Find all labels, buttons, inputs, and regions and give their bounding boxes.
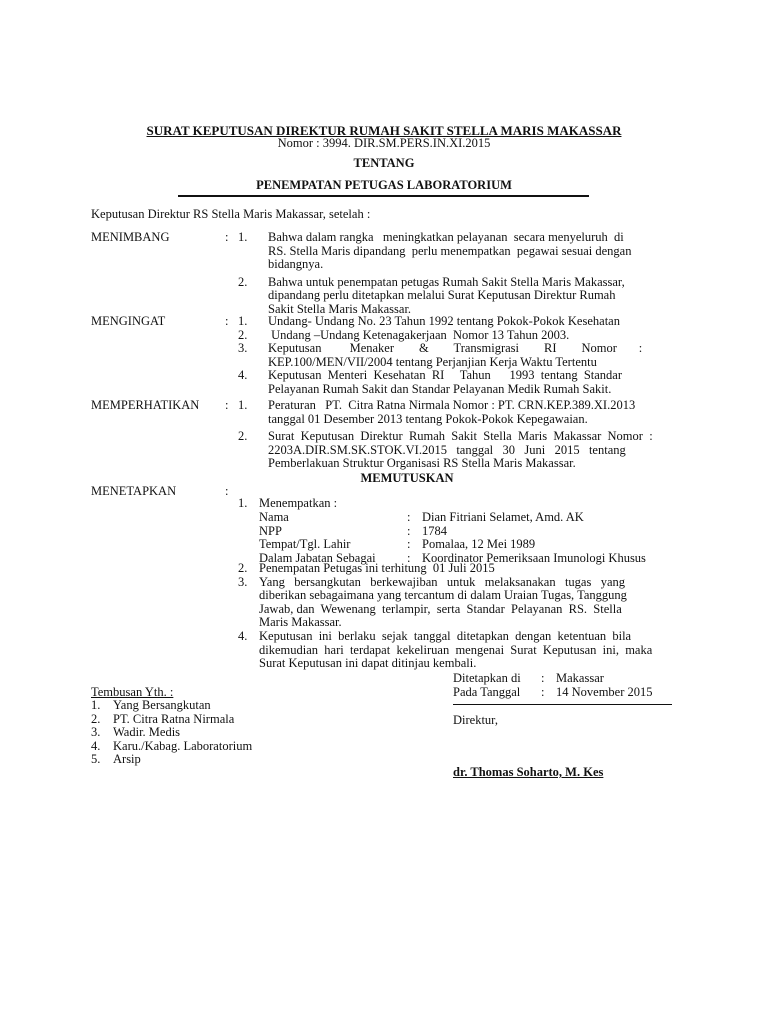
memperhatikan-list-number: 1. bbox=[238, 398, 248, 412]
place-separator: : bbox=[541, 671, 545, 685]
field-label: Tempat/Tgl. Lahir bbox=[259, 537, 351, 552]
menimbang-list-line: dipandang perlu ditetapkan melalui Surat Keputusan Direktur Rumah bbox=[268, 288, 616, 303]
memperhatikan-list-line: 2203A.DIR.SM.SK.STOK.VI.2015 tanggal 30 Juni 2015 tentang bbox=[268, 442, 626, 457]
menetapkan-list-line: Penempatan Petugas ini terhitung 01 Juli 2015 bbox=[259, 561, 495, 575]
document-subject: PENEMPATAN PETUGAS LABORATORIUM bbox=[256, 178, 512, 192]
menetapkan-item1-label: Menempatkan : bbox=[259, 496, 338, 510]
mengingat-list-line: Undang –Undang Ketenagakerjaan Nomor 13 Tahun 2003. bbox=[268, 327, 570, 342]
tembusan-number: 1. bbox=[91, 698, 101, 712]
menetapkan-list-number: 4. bbox=[238, 629, 248, 643]
field-separator: : bbox=[407, 550, 411, 565]
title-divider bbox=[178, 195, 589, 197]
menetapkan-list-line: diberikan sebagaimana yang tercantum di dalam Uraian Tugas, Tanggung bbox=[259, 588, 627, 603]
signer-name: dr. Thomas Soharto, M. Kes bbox=[453, 765, 604, 779]
mengingat-colon: : bbox=[225, 314, 229, 328]
date-label: Pada Tanggal bbox=[453, 685, 521, 699]
mengingat-list-line: KEP.100/MEN/VII/2004 tentang Perjanjian Kerja Waktu Tertentu bbox=[268, 354, 597, 369]
menetapkan-item1-number: 1. bbox=[238, 496, 248, 510]
memperhatikan-list-line: Surat Keputusan Direktur Rumah Sakit Stella Maris Makassar Nomor : bbox=[268, 429, 653, 444]
field-value: Pomalaa, 12 Mei 1989 bbox=[422, 537, 536, 552]
tembusan-item: Yang Bersangkutan bbox=[113, 698, 211, 712]
memperhatikan-colon: : bbox=[225, 398, 229, 412]
mengingat-list-number: 3. bbox=[238, 341, 248, 356]
menetapkan-list-number: 3. bbox=[238, 574, 248, 589]
tembusan-item: Arsip bbox=[113, 752, 141, 767]
mengingat-list-line: Pelayanan Rumah Sakit dan Standar Pelayanan Medik Rumah Sakit. bbox=[268, 382, 612, 396]
tembusan-number: 3. bbox=[91, 725, 101, 740]
signer-role: Direktur, bbox=[453, 713, 498, 727]
memperhatikan-list-line: Pemberlakuan Struktur Organisasi RS Stella Maris Makassar. bbox=[268, 456, 576, 471]
field-label: NPP bbox=[259, 523, 282, 538]
menetapkan-list-line: Maris Makassar. bbox=[259, 615, 342, 630]
menimbang-list-line: Bahwa untuk penempatan petugas Rumah Sakit Stella Maris Makassar, bbox=[268, 274, 625, 289]
field-label: Dalam Jabatan Sebagai bbox=[259, 550, 376, 565]
menimbang-colon: : bbox=[225, 230, 229, 244]
tentang-heading: TENTANG bbox=[353, 156, 415, 170]
memperhatikan-list-line: tanggal 01 Desember 2013 tentang Pokok-Pokok Kepegawaian. bbox=[268, 411, 588, 426]
menimbang-label: MENIMBANG bbox=[91, 230, 170, 244]
mengingat-list-line: Undang- Undang No. 23 Tahun 1992 tentang Pokok-Pokok Kesehatan bbox=[268, 314, 620, 328]
mengingat-list-number: 2. bbox=[238, 327, 248, 342]
menetapkan-list-line: Jawab, dan Wewenang terlampir, serta Standar Pelayanan RS. Stella bbox=[259, 601, 622, 616]
tembusan-number: 4. bbox=[91, 738, 101, 753]
field-separator: : bbox=[407, 537, 411, 552]
menetapkan-list-line: dikemudian hari terdapat kekeliruan mengenai Surat Keputusan ini, maka bbox=[259, 642, 653, 657]
menetapkan-list-number: 2. bbox=[238, 561, 248, 575]
tembusan-item: Wadir. Medis bbox=[113, 725, 181, 740]
field-value: Koordinator Pemeriksaan Imunologi Khusus bbox=[422, 550, 646, 565]
place-label: Ditetapkan di bbox=[453, 671, 521, 685]
date-value: 14 November 2015 bbox=[556, 685, 653, 699]
mengingat-list-number: 1. bbox=[238, 314, 248, 328]
memperhatikan-list-number: 2. bbox=[238, 429, 248, 444]
menetapkan-label: MENETAPKAN bbox=[91, 484, 177, 498]
field-value: 1784 bbox=[422, 523, 447, 538]
mengingat-list-line: Keputusan Menaker & Transmigrasi RI Nomor : bbox=[268, 341, 643, 356]
tembusan-number: 5. bbox=[91, 752, 101, 767]
menimbang-list-line: RS. Stella Maris dipandang perlu menempatkan pegawai sesuai dengan bbox=[268, 243, 632, 258]
place-value: Makassar bbox=[556, 671, 604, 685]
tembusan-item: Karu./Kabag. Laboratorium bbox=[113, 738, 253, 753]
mengingat-list-number: 4. bbox=[238, 368, 248, 383]
menimbang-list-line: Bahwa dalam rangka meningkatkan pelayanan secara menyeluruh di bbox=[268, 230, 624, 244]
tembusan-item: PT. Citra Ratna Nirmala bbox=[113, 711, 235, 726]
field-label: Nama bbox=[259, 510, 289, 524]
tembusan-number: 2. bbox=[91, 711, 101, 726]
menetapkan-list-line: Surat Keputusan ini dapat ditinjau kembali. bbox=[259, 656, 477, 671]
memutuskan-heading: MEMUTUSKAN bbox=[360, 471, 454, 485]
intro-text: Keputusan Direktur RS Stella Maris Makassar, setelah : bbox=[91, 207, 371, 221]
field-separator: : bbox=[407, 510, 411, 524]
menimbang-list-line: bidangnya. bbox=[268, 257, 324, 272]
mengingat-label: MENGINGAT bbox=[91, 314, 166, 328]
menetapkan-list-line: Yang bersangkutan berkewajiban untuk melaksanakan tugas yang bbox=[259, 574, 626, 589]
menetapkan-colon: : bbox=[225, 484, 229, 498]
menimbang-list-number: 1. bbox=[238, 230, 248, 244]
memperhatikan-label: MEMPERHATIKAN bbox=[91, 398, 200, 412]
menimbang-list-number: 2. bbox=[238, 274, 248, 289]
memperhatikan-list-line: Peraturan PT. Citra Ratna Nirmala Nomor : PT. CRN.KEP.389.XI.2013 bbox=[268, 398, 636, 412]
field-value: Dian Fitriani Selamet, Amd. AK bbox=[422, 510, 584, 524]
field-separator: : bbox=[407, 523, 411, 538]
date-separator: : bbox=[541, 685, 545, 699]
tembusan-heading: Tembusan Yth. : bbox=[91, 685, 174, 699]
mengingat-list-line: Keputusan Menteri Kesehatan RI Tahun 1993 tentang Standar bbox=[268, 368, 623, 383]
document-title: SURAT KEPUTUSAN DIREKTUR RUMAH SAKIT STELLA MARIS MAKASSAR bbox=[146, 123, 622, 138]
signature-divider bbox=[453, 704, 672, 705]
menimbang-list-line: Sakit Stella Maris Makassar. bbox=[268, 302, 412, 316]
document-number: Nomor : 3994. DIR.SM.PERS.IN.XI.2015 bbox=[277, 136, 491, 150]
menetapkan-list-line: Keputusan ini berlaku sejak tanggal ditetapkan dengan ketentuan bila bbox=[259, 629, 632, 643]
